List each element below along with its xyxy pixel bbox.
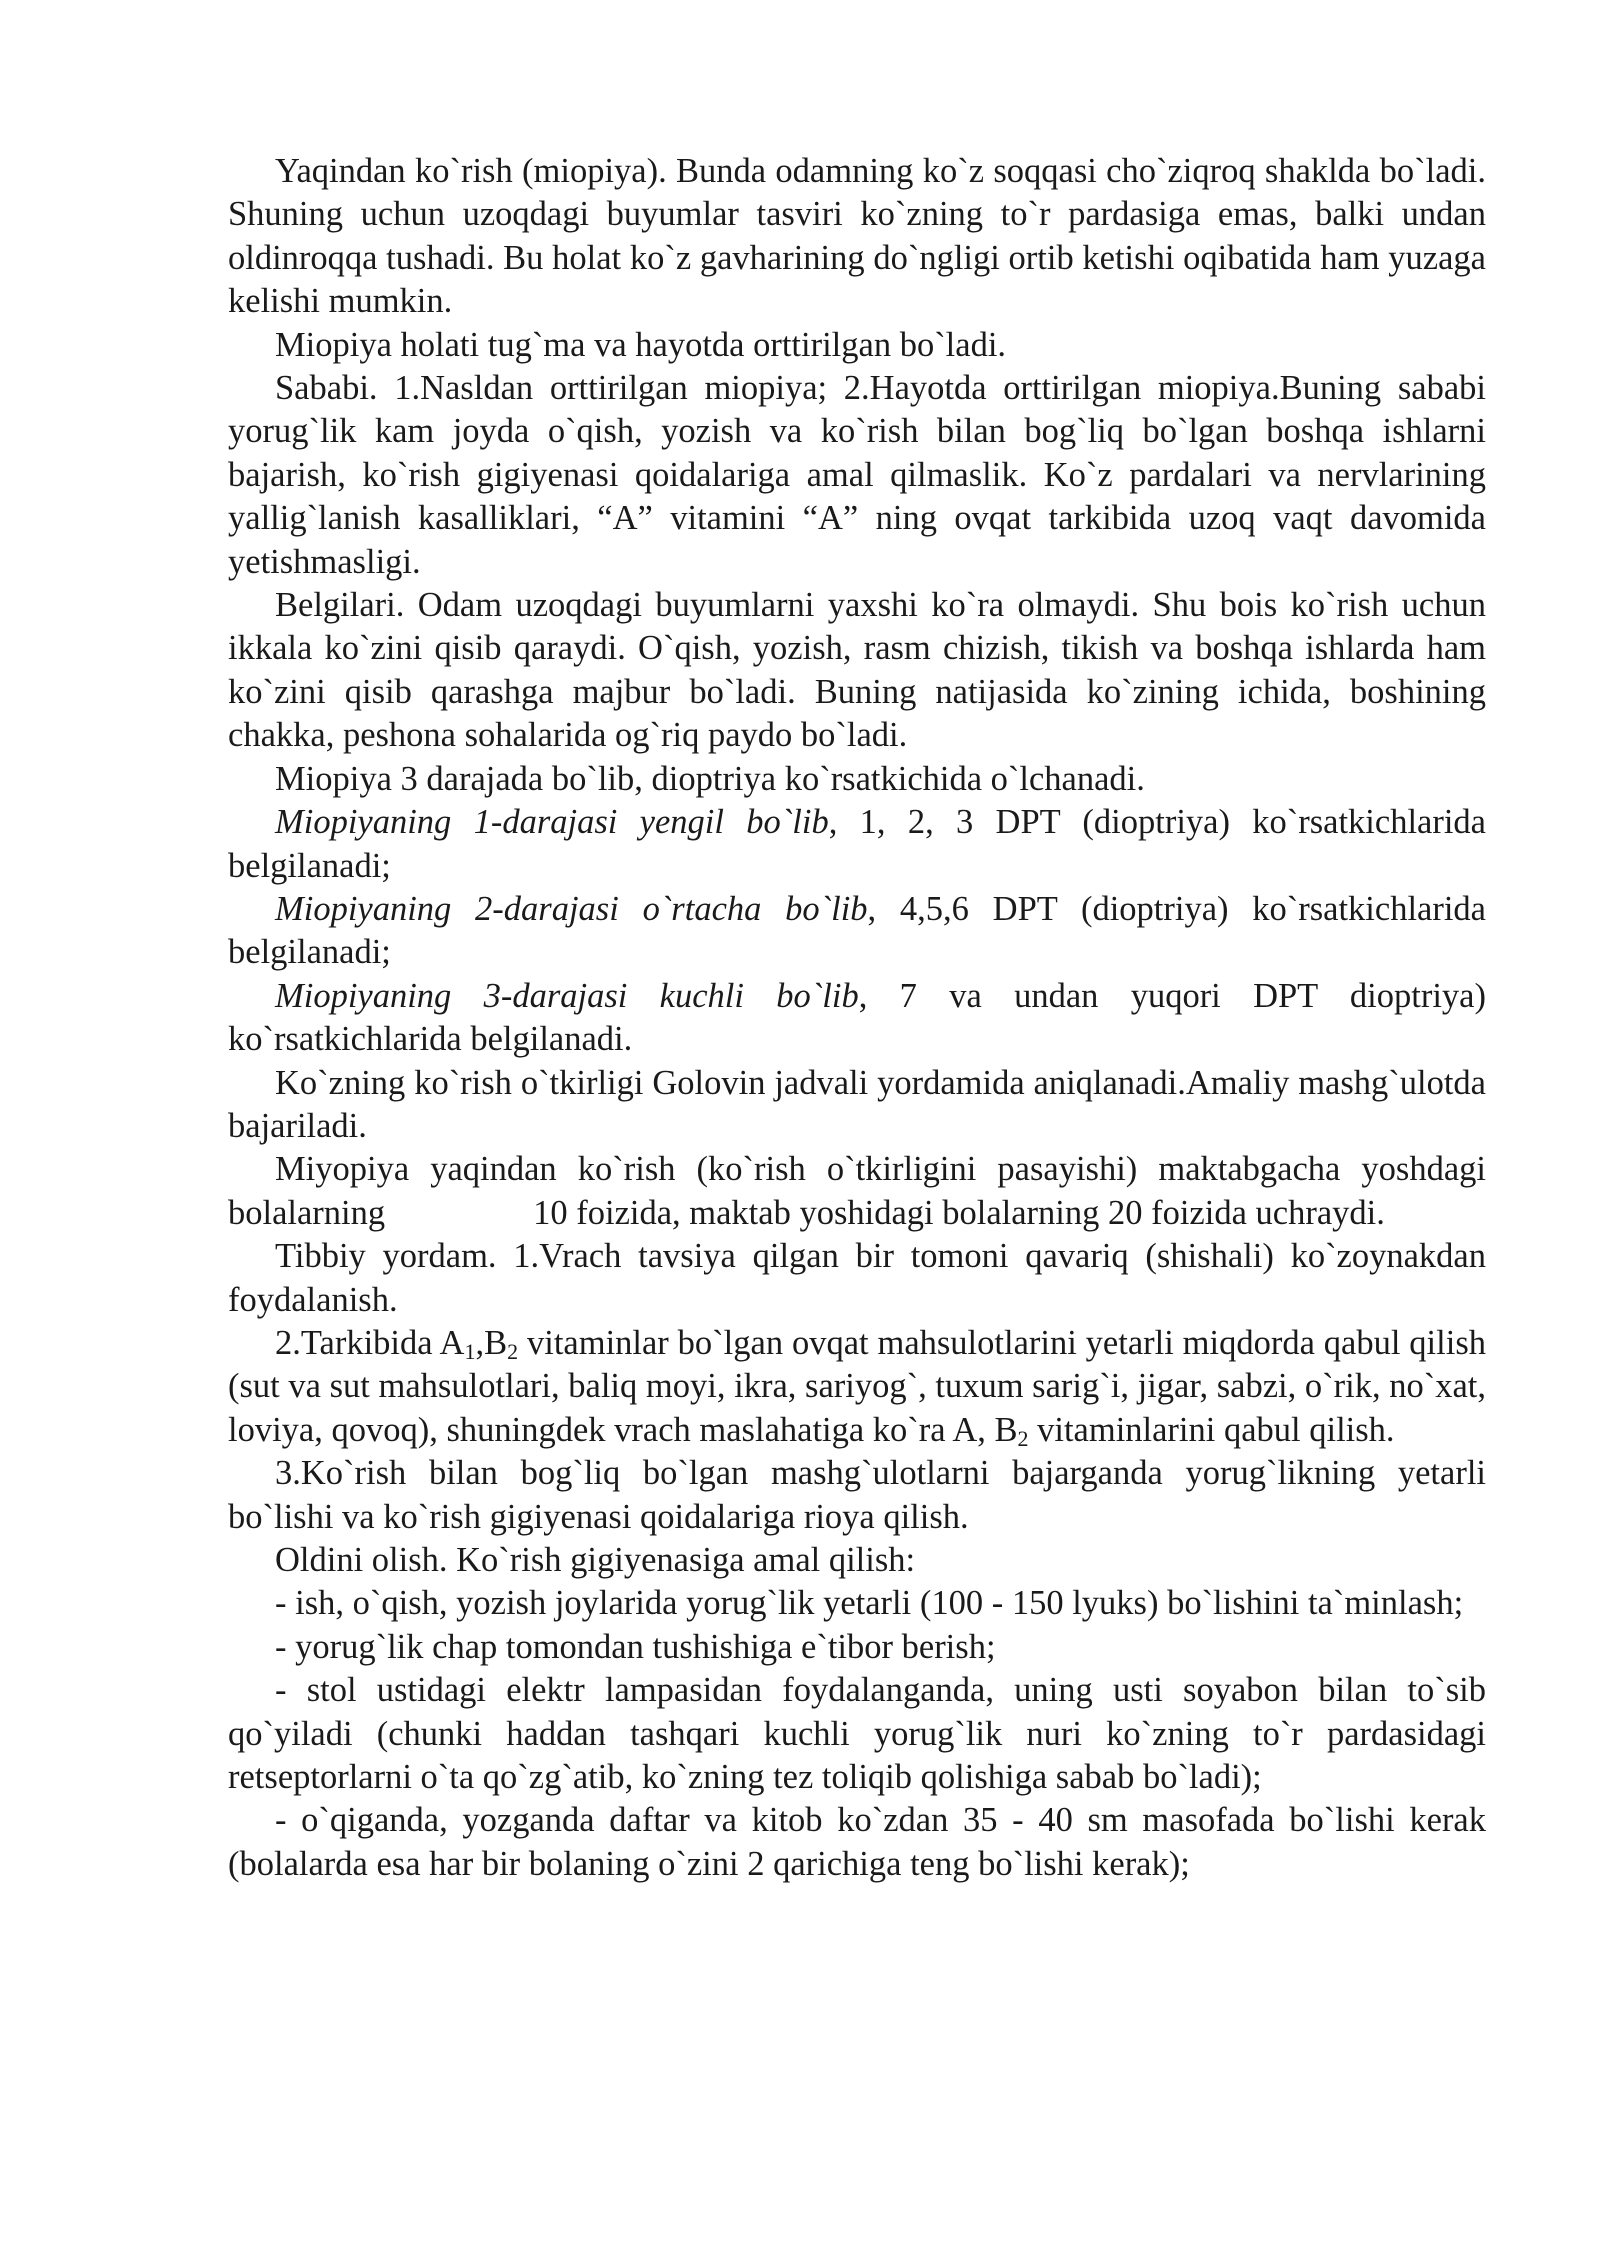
degree-3-text: , 7 va undan yuqori DPT dioptriya) ko`rsatkichlarida belgilanadi. [228,976,1486,1059]
help-2-text-d: vitaminlarini qabul qilish. [1028,1410,1395,1449]
paragraph-causes: Sababi. 1.Nasldan orttirilgan miopiya; 2.Hayotda orttirilgan miopiya.Buning sababi yorug`lik kam joyda o`qish, yozish va ko`rish bilan bog`liq bo`lgan boshqa ishlarni bajarish, ko`rish gigiyenasi qoidalariga amal qilmaslik. Ko`z pardalari va nervlarining yallig`lanish kasalliklari, “A” vitamini “A” ning ovqat tarkibida uzoq vaqt davomida yetishmasligi. [228,369,1486,581]
paragraph-medical-help-1: Tibbiy yordam. 1.Vrach tavsiya qilgan bir tomoni qavariq (shishali) ko`zoynakdan foydalanish. [228,1237,1486,1319]
paragraph-degree-1 [228,801,1486,888]
subscript-2: 2 [507,1338,519,1364]
paragraph-degrees-intro: Miopiya 3 darajada bo`lib, dioptriya ko`rsatkichida o`lchanadi. [275,759,1145,798]
help-2-text-a: 2.Tarkibida A [275,1323,465,1362]
paragraph-prevention-heading: Oldini olish. Ko`rish gigiyenasiga amal qilish: [275,1541,916,1579]
degree-1-label: Miopiyaning 1-darajasi yengil bo`lib [275,803,829,842]
degree-2-label: Miopiyaning 2-darajasi o`rtacha bo`lib [275,889,868,928]
prevention-item: - ish, o`qish, yozish joylarida yorug`lik yetarli (100 - 150 lyuks) bo`lishini ta`minlash; [275,1584,1464,1623]
document-page [228,150,1486,1886]
paragraph-medical-help-2 [228,1322,1486,1452]
prevalence-text-2: 10 foizida, maktab yoshidagi bolalarning 20 foizida uchraydi. [533,1193,1385,1232]
help-2-text-c: vitaminlar bo`lgan ovqat mahsulotlarini yetarli miqdorda qabul qilish (sut va sut mahsulotlari, baliq moyi, ikra, sariyog`, tuxum sarig`i, jigar, sabzi, o`rik, no`xat, loviya, qovoq), shuningdek vrach maslahatiga ko`ra A, B [228,1323,1486,1449]
paragraph-degree-3 [228,975,1486,1062]
prevention-item: - yorug`lik chap tomondan tushishiga e`tibor berish; [275,1627,996,1666]
prevention-item: - stol ustidagi elektr lampasidan foydalanganda, uning usti soyabon bilan to`sib qo`yiladi (chunki haddan tashqari kuchli yorug`lik nuri ko`zning to`r pardasidagi retseptorlarni o`ta qo`zg`atib, ko`zning tez toliqib qolishiga sabab bo`ladi); [228,1671,1486,1797]
paragraph-myopia-definition: Yaqindan ko`rish (miopiya). Bunda odamning ko`z soqqasi cho`ziqroq shaklda bo`ladi. Shuning uchun uzoqdagi buyumlar tasviri ko`zning to`r pardasiga emas, balki undan oldinroqqa tushadi. Bu holat ko`z gavharining do`ngligi ortib ketishi oqibatida ham yuzaga kelishi mumkin. [228,152,1486,321]
prevalence-text-1: Miyopiya yaqindan ko`rish (ko`rish o`tkirligini pasayishi) maktabgacha yoshdagi bolalarning [228,1150,1486,1232]
paragraph-medical-help-3: 3.Ko`rish bilan bog`liq bo`lgan mashg`ulotlarni bajarganda yorug`likning yetarli bo`lishi va ko`rish gigiyenasi qoidalariga rioya qilish. [228,1454,1486,1536]
prevention-item: - o`qiganda, yozganda daftar va kitob ko`zdan 35 - 40 sm masofada bo`lishi kerak (bolalarda esa har bir bolaning o`zini 2 qarichiga teng bo`lishi kerak); [228,1801,1486,1883]
help-2-text-b: ,B [475,1323,508,1362]
paragraph-golovin-table: Ko`zning ko`rish o`tkirligi Golovin jadvali yordamida aniqlanadi.Amaliy mashg`ulotda bajariladi. [228,1063,1486,1145]
paragraph-degree-2 [228,888,1486,975]
paragraph-prevalence [228,1148,1486,1235]
subscript-1: 1 [464,1338,476,1364]
paragraph-myopia-types: Miopiya holati tug`ma va hayotda orttirilgan bo`ladi. [275,325,1007,364]
subscript-3: 2 [1017,1425,1029,1451]
degree-3-label: Miopiyaning 3-darajasi kuchli bo`lib [275,976,859,1015]
paragraph-symptoms: Belgilari. Odam uzoqdagi buyumlarni yaxshi ko`ra olmaydi. Shu bois ko`rish uchun ikkala ko`zini qisib qaraydi. O`qish, yozish, rasm chizish, tikish va boshqa ishlarda ham ko`zini qisib qarashga majbur bo`ladi. Buning natijasida ko`zining ichida, boshining chakka, peshona sohalarida og`riq paydo bo`ladi. [228,586,1486,755]
degree-1-text: , 1, 2, 3 DPT (dioptriya) ko`rsatkichlarida belgilanadi; [228,803,1486,885]
degree-2-text: , 4,5,6 DPT (dioptriya) ko`rsatkichlarida belgilanadi; [228,889,1486,972]
